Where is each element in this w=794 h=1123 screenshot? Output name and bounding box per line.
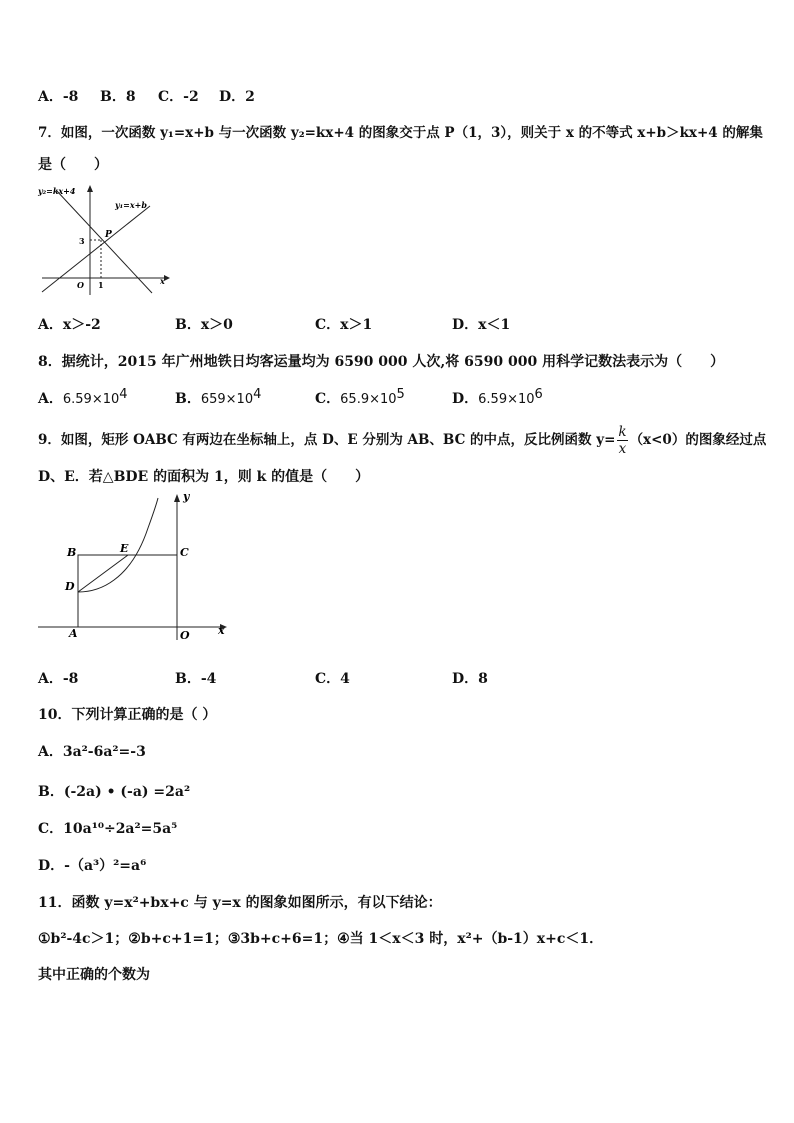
q9-fraction: $\frac{k}{x}$ bbox=[618, 424, 627, 457]
q9-stem-line1: 9．如图，矩形 OABC 有两边在坐标轴上，点 D、E 分别为 AB、BC 的中点，反比例函数 y= $\frac{k}{x}$ （x<0）的图象经过点 bbox=[38, 424, 767, 457]
q9-figure bbox=[36, 490, 232, 642]
q7-option-a: A．x＞-2 bbox=[38, 317, 101, 333]
q8-option-b: B．$659\times 10^4$ bbox=[175, 387, 262, 407]
q6-option-c: C．-2 bbox=[158, 89, 199, 105]
q7-label-y1: y₁=x+b bbox=[115, 200, 147, 210]
q6-option-d: D．2 bbox=[219, 89, 255, 105]
q9-label-c: C bbox=[180, 546, 189, 559]
q10-stem: 10．下列计算正确的是（ ） bbox=[38, 707, 217, 723]
q6-option-b: B．8 bbox=[100, 89, 136, 105]
q9-option-b: B．-4 bbox=[175, 671, 217, 687]
q9-option-d: D．8 bbox=[452, 671, 488, 687]
q10-option-a: A．3a²-6a²=-3 bbox=[38, 744, 146, 760]
q10-option-d: D．-（a³）²=a⁶ bbox=[38, 858, 147, 874]
q7-label-o: O bbox=[77, 280, 84, 290]
q7-label-y2: y₂=kx+4 bbox=[38, 186, 76, 196]
q7-label-x: x bbox=[160, 276, 165, 286]
q8-option-a: A．$6.59\times 10^4$ bbox=[38, 387, 128, 407]
q9-label-e: E bbox=[120, 542, 129, 555]
q10-option-c: C．10a¹⁰÷2a²=5a⁵ bbox=[38, 821, 178, 837]
q7-stem-line1: 7．如图，一次函数 y₁=x+b 与一次函数 y₂=kx+4 的图象交于点 P（1，3），则关于 x 的不等式 x+b＞kx+4 的解集 bbox=[38, 125, 763, 141]
q7-option-b: B．x＞0 bbox=[175, 317, 233, 333]
q11-prompt: 其中正确的个数为 bbox=[38, 967, 150, 983]
q7-option-d: D．x＜1 bbox=[452, 317, 511, 333]
q8-option-c: C．$65.9\times 10^5$ bbox=[315, 387, 405, 407]
q7-option-c: C．x＞1 bbox=[315, 317, 373, 333]
q9-label-x: x bbox=[218, 624, 225, 637]
q7-figure bbox=[34, 180, 174, 298]
q9-option-a: A．-8 bbox=[38, 671, 79, 687]
q7-label-p: P bbox=[105, 230, 112, 240]
q9-label-d: D bbox=[65, 580, 75, 593]
q11-conclusions: ①b²-4c＞1；②b+c+1=1；③3b+c+6=1；④当 1＜x＜3 时，x²+（b-1）x+c＜1． bbox=[38, 931, 604, 947]
q8-option-d: D．$6.59\times 10^6$ bbox=[452, 387, 543, 407]
q9-label-o: O bbox=[180, 629, 190, 642]
q11-stem: 11．函数 y=x²+bx+c 与 y=x 的图象如图所示，有以下结论： bbox=[38, 895, 442, 911]
q7-label-1: 1 bbox=[98, 280, 104, 290]
q9-label-y: y bbox=[183, 490, 190, 503]
q8-stem: 8．据统计，2015 年广州地铁日均客运量均为 6590 000 人次,将 6590 000 用科学记数法表示为（ ） bbox=[38, 354, 725, 370]
q7-stem-line2: 是（ ） bbox=[38, 157, 108, 173]
q7-label-3: 3 bbox=[79, 236, 85, 246]
q10-option-b: B．(-2a) • (-a) =2a² bbox=[38, 784, 191, 800]
q9-option-c: C．4 bbox=[315, 671, 350, 687]
q9-stem-line2: D、E．若△BDE 的面积为 1，则 k 的值是（ ） bbox=[38, 469, 370, 485]
q6-option-a: A．-8 bbox=[38, 89, 79, 105]
q9-label-b: B bbox=[67, 546, 77, 559]
q9-label-a: A bbox=[69, 627, 78, 640]
